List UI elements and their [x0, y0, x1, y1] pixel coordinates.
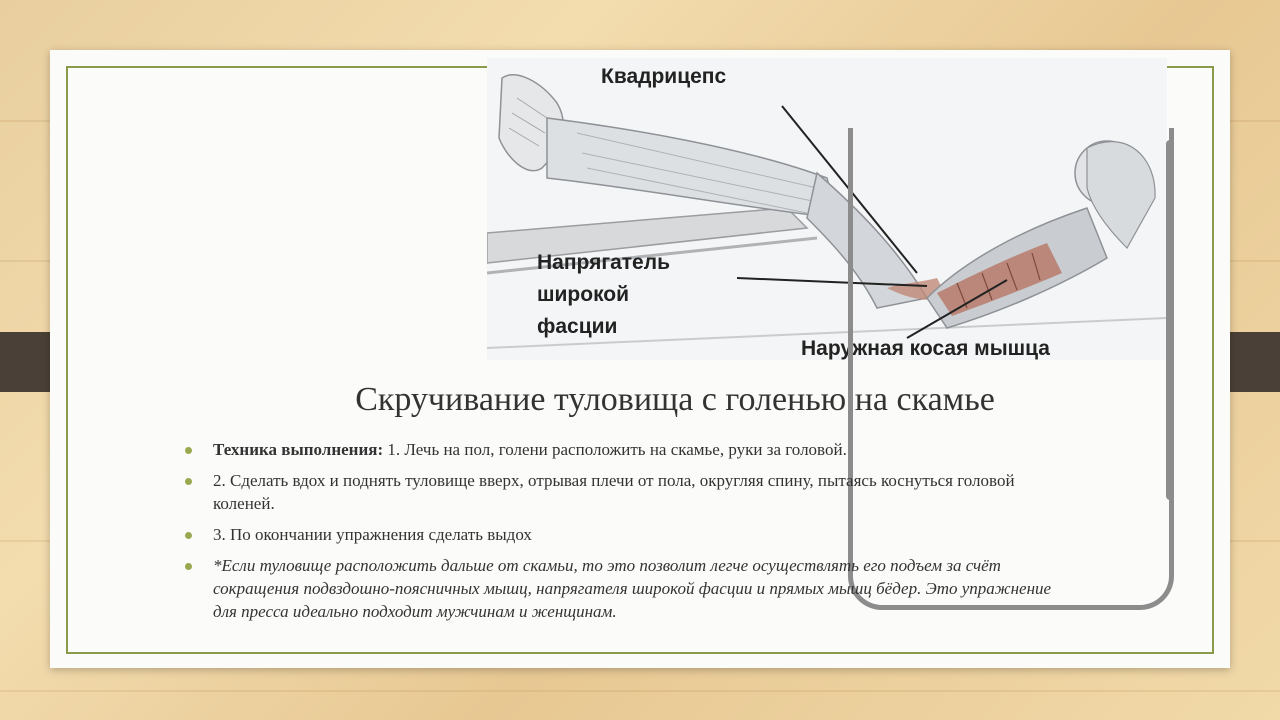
label-quadriceps: Квадрицепс [601, 65, 727, 88]
bullet-dot-icon [185, 478, 192, 485]
bullet-dot-icon [185, 532, 192, 539]
bullet-text: 3. По окончании упражнения сделать выдох [213, 525, 532, 544]
bullet-text: 1. Лечь на пол, голени расположить на скамье, руки за головой. [383, 440, 847, 459]
list-item [185, 523, 1065, 546]
bullet-dot-icon [185, 563, 192, 570]
label-tensor-line3: фасции [537, 315, 618, 338]
bullet-list [185, 438, 1065, 631]
technique-heading: Техника выполнения: [213, 440, 384, 459]
label-tensor-line2: широкой [537, 283, 630, 306]
label-tensor-line1: Напрягатель [537, 251, 670, 274]
slide-title: Скручивание туловища с голенью на скамье [355, 381, 995, 418]
bullet-dot-icon [185, 447, 192, 454]
list-item [185, 469, 1065, 515]
phone-side-decoration [1166, 140, 1174, 500]
bullet-text: 2. Сделать вдох и поднять туловище вверх, отрывая плечи от пола, округляя спину, пытаясь коснуться головой коленей. [213, 471, 1015, 513]
bullet-note-text: *Если туловище расположить дальше от скамьи, то это позволит легче осуществлять его подъем за счёт сокращения подвздошно-поясничных мышц, напрягателя широкой фасции и прямых мышц бёдер. Это упражнение для пресса идеально подходит мужчинам и женщинам. [213, 556, 1052, 621]
list-item [185, 438, 1065, 461]
list-item [185, 554, 1065, 623]
label-external-oblique: Наружная косая мышца [801, 337, 1050, 360]
